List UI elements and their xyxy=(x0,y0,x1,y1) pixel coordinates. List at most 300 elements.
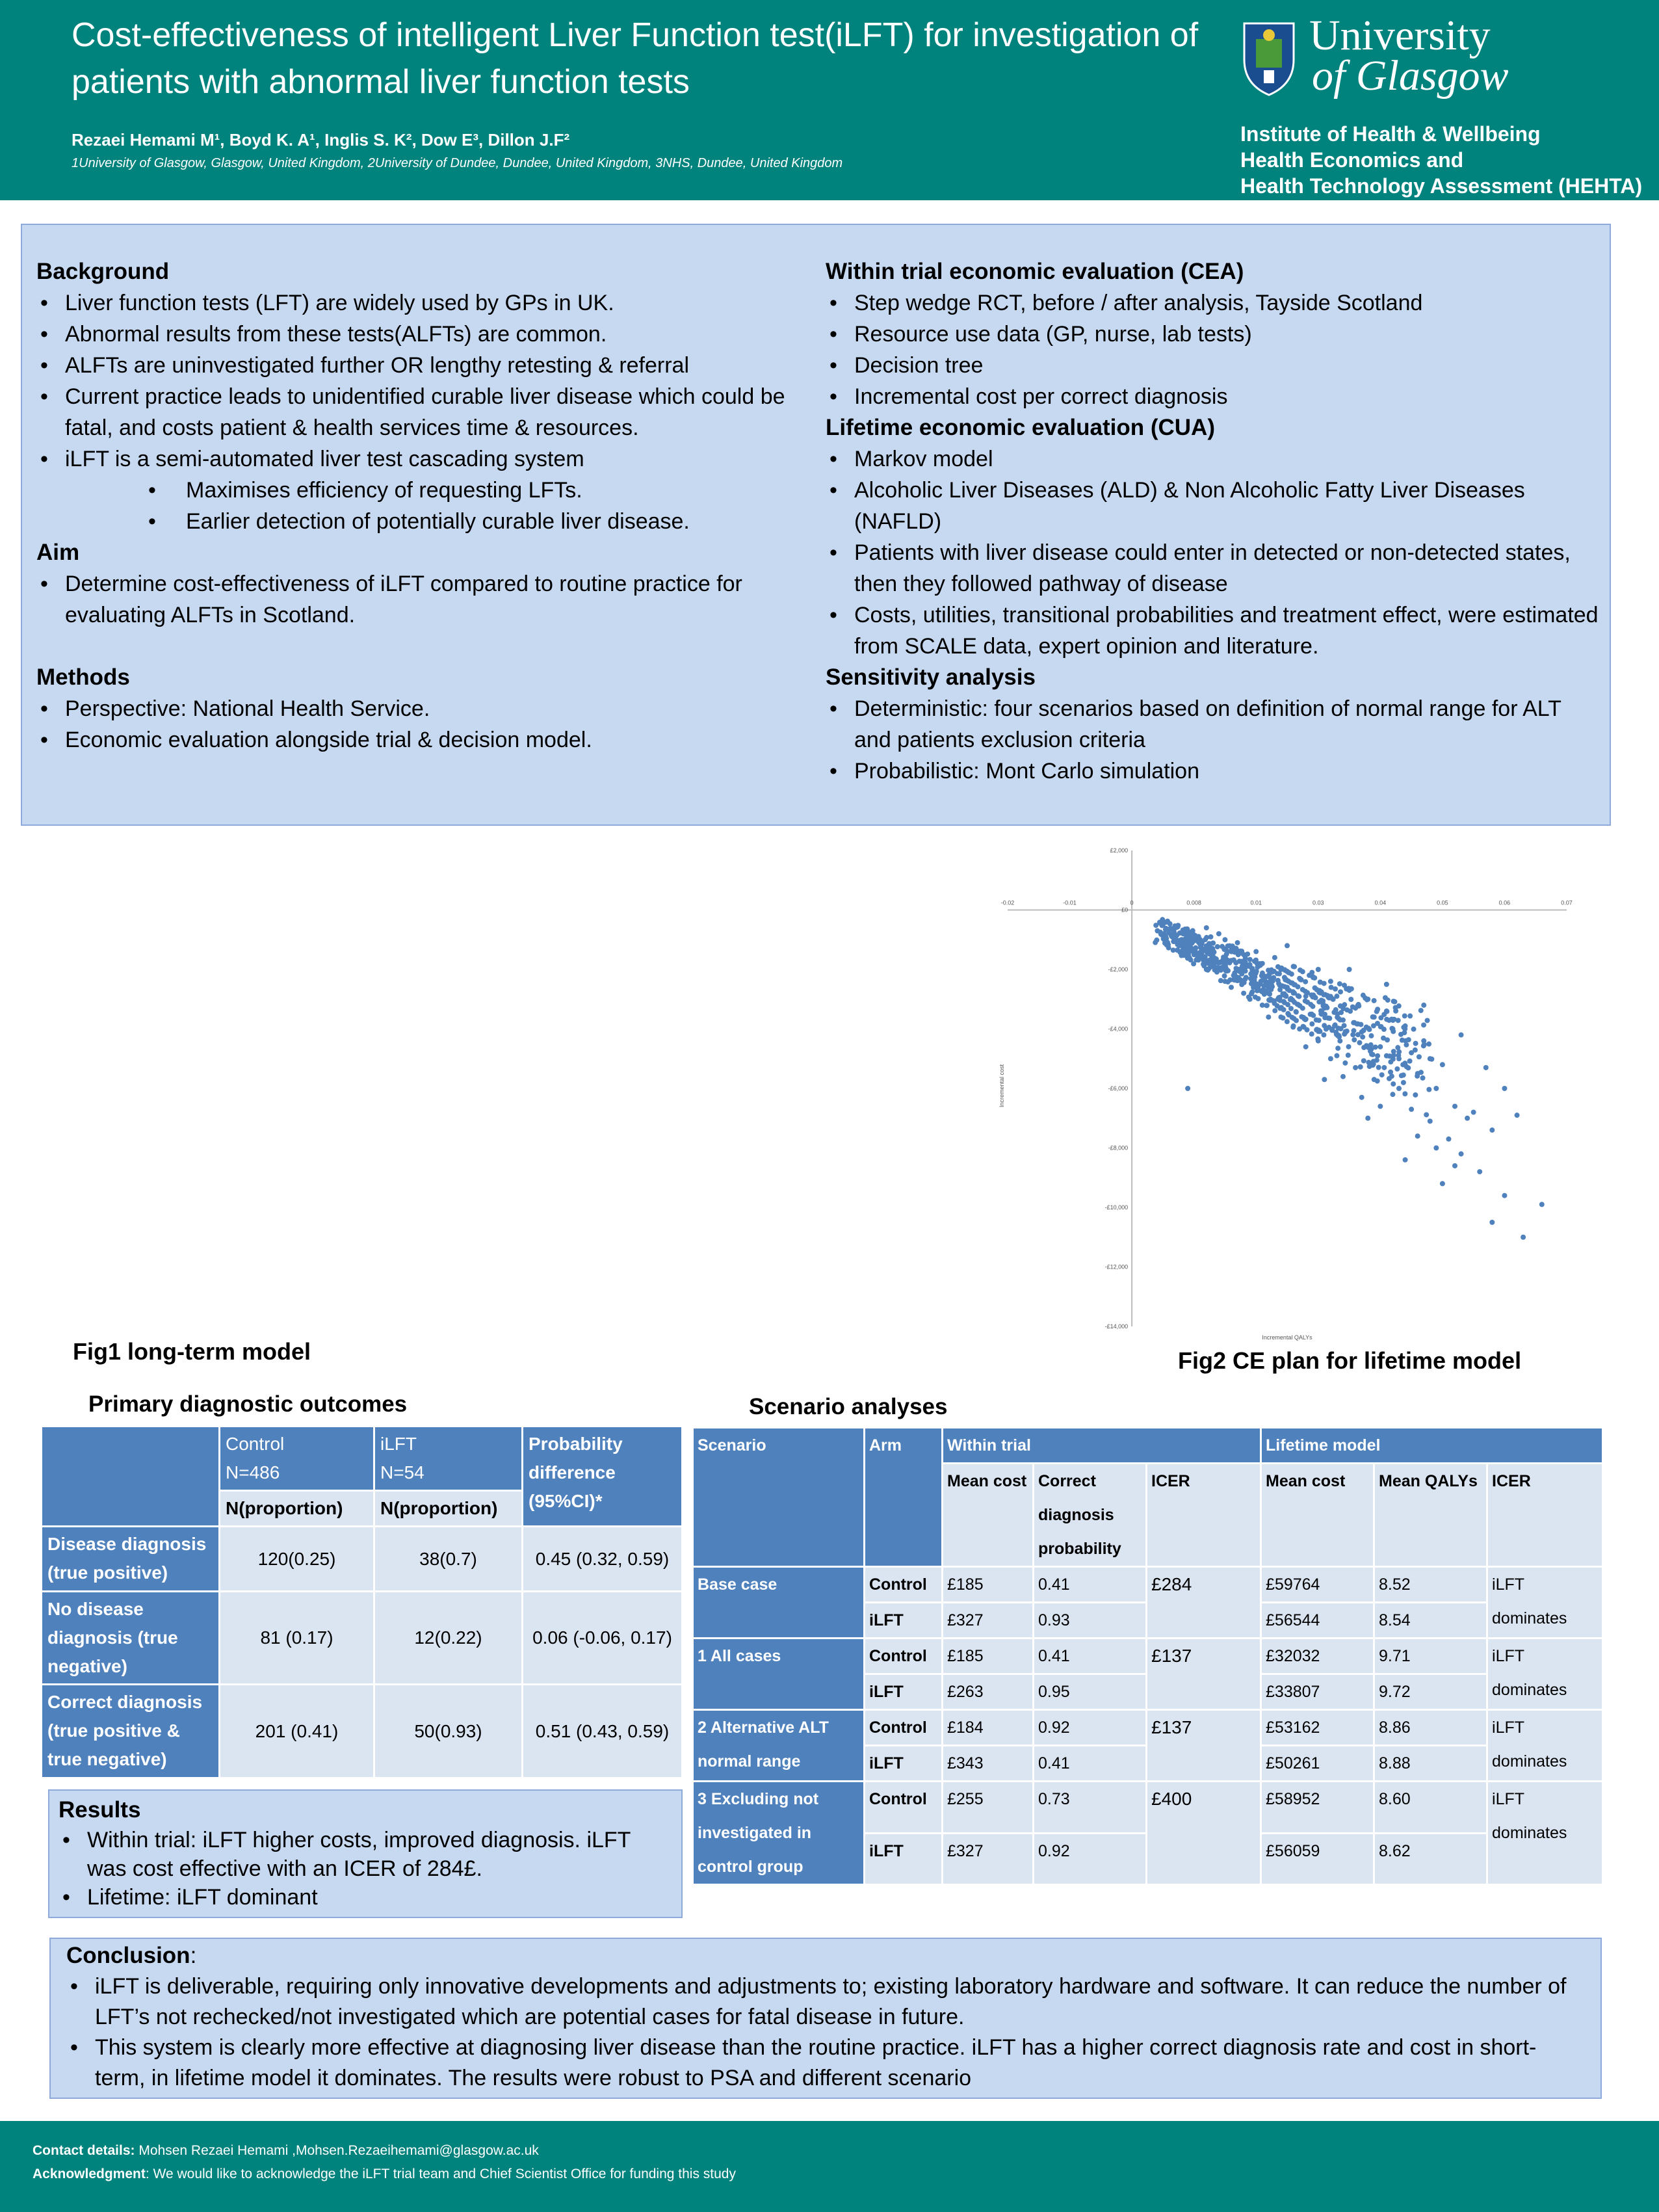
data-point xyxy=(1284,978,1289,983)
data-point xyxy=(1348,997,1353,1002)
intro-left-column xyxy=(36,256,830,756)
data-point xyxy=(1290,981,1295,986)
data-point xyxy=(1157,919,1162,925)
table-cell: 8.60 xyxy=(1374,1782,1487,1834)
list-item: • Decision tree xyxy=(826,350,1599,381)
data-point xyxy=(1295,1001,1300,1007)
data-point xyxy=(1335,1046,1340,1051)
data-point xyxy=(1417,1054,1422,1059)
cea-list xyxy=(826,287,1599,412)
data-point xyxy=(1221,957,1227,962)
y-tick-label: -£14,000 xyxy=(1104,1323,1129,1330)
data-point xyxy=(1196,954,1201,959)
data-point xyxy=(1206,961,1211,966)
data-point xyxy=(1329,995,1334,1001)
data-point xyxy=(1418,1070,1424,1075)
aim-list xyxy=(36,568,830,631)
data-point xyxy=(1215,959,1220,964)
data-point xyxy=(1409,1107,1414,1112)
data-point xyxy=(1489,1220,1495,1225)
data-point xyxy=(1366,1027,1372,1032)
table-cell: 50(0.93) xyxy=(374,1685,523,1778)
data-point xyxy=(1388,1059,1393,1064)
data-point xyxy=(1252,977,1257,982)
data-point xyxy=(1313,985,1318,990)
data-point xyxy=(1241,991,1246,996)
data-point xyxy=(1391,999,1396,1004)
data-point xyxy=(1248,962,1253,968)
data-point xyxy=(1163,934,1168,940)
data-point xyxy=(1342,982,1347,988)
icer-cell: iLFT dominates xyxy=(1487,1567,1603,1639)
data-point xyxy=(1376,1065,1381,1070)
data-point xyxy=(1406,1037,1411,1042)
table-header-icer: ICER xyxy=(1147,1464,1261,1567)
data-point xyxy=(1324,1004,1329,1009)
data-point xyxy=(1181,941,1186,946)
data-point xyxy=(1361,993,1366,998)
y-tick-label: -£10,000 xyxy=(1104,1204,1129,1211)
data-point xyxy=(1317,1029,1322,1034)
data-point xyxy=(1407,1059,1413,1064)
data-point xyxy=(1459,1152,1464,1157)
table-cell: 81 (0.17) xyxy=(220,1592,374,1685)
data-point xyxy=(1254,969,1259,974)
icer-cell: iLFT dominates xyxy=(1487,1710,1603,1782)
data-point xyxy=(1477,1169,1482,1174)
conclusion-list xyxy=(66,1971,1585,2094)
table-header-arm: Arm xyxy=(865,1428,943,1567)
table-cell: 0.41 xyxy=(1034,1639,1147,1674)
data-point xyxy=(1374,1009,1379,1014)
table-header-row xyxy=(42,1427,683,1491)
data-point xyxy=(1208,941,1213,947)
y-axis-label: Incremental cost xyxy=(999,1064,1005,1108)
table2-title: Scenario analyses xyxy=(749,1394,948,1419)
x-tick-label: 0.07 xyxy=(1561,899,1573,906)
data-point xyxy=(1337,981,1342,986)
conclusion-heading: Conclusion: xyxy=(66,1943,197,1968)
data-point xyxy=(1378,1015,1383,1020)
data-point xyxy=(1404,1042,1409,1047)
data-point xyxy=(1368,1033,1374,1038)
data-point xyxy=(1225,968,1231,973)
table-header-mean-cost: Mean cost xyxy=(943,1464,1034,1567)
data-point xyxy=(1383,995,1388,1000)
data-point xyxy=(1358,1064,1363,1070)
scenario-label: 1 All cases xyxy=(693,1639,865,1710)
fig1-caption: Fig1 long-term model xyxy=(73,1338,311,1365)
data-point xyxy=(1300,1006,1305,1011)
list-item: • Costs, utilities, transitional probabilities and treatment effect, were estimated from SCALE data, expert opinion and literature. xyxy=(826,599,1599,662)
diagnostic-outcomes-table xyxy=(40,1425,683,1779)
data-point xyxy=(1299,977,1304,982)
cua-heading: Lifetime economic evaluation (CUA) xyxy=(826,415,1215,440)
institute-block: Institute of Health & Wellbeing Health Economics and Health Technology Assessment (HEHTA) xyxy=(1240,122,1643,198)
data-point xyxy=(1402,1030,1407,1035)
list-item: • ALFTs are uninvestigated further OR lengthy retesting & referral xyxy=(36,350,830,381)
data-point xyxy=(1483,1065,1489,1070)
table-row xyxy=(693,1782,1603,1834)
data-point xyxy=(1390,1092,1395,1097)
data-point xyxy=(1287,970,1292,975)
table-cell: £58952 xyxy=(1261,1782,1374,1834)
y-tick-label: -£4,000 xyxy=(1108,1025,1129,1033)
data-point xyxy=(1192,935,1197,940)
table-cell: 8.62 xyxy=(1374,1833,1487,1885)
data-point xyxy=(1236,952,1241,957)
data-point xyxy=(1415,1073,1420,1079)
data-point xyxy=(1204,925,1209,930)
x-axis-label: Incremental QALYs xyxy=(1262,1334,1313,1341)
intro-right-column xyxy=(826,256,1599,787)
y-tick-label: £2,000 xyxy=(1110,847,1129,854)
x-tick-label: 0.03 xyxy=(1313,899,1324,906)
data-point xyxy=(1277,971,1282,977)
list-item: • iLFT is deliverable, requiring only innovative developments and adjustments to; existing laboratory hardware and software. It can reduce the number of LFT’s not rechecked/not investigated which are potential cases for fatal disease in future. xyxy=(66,1971,1585,2033)
data-point xyxy=(1365,997,1370,1003)
data-point xyxy=(1340,1006,1346,1011)
table-cell: £33807 xyxy=(1261,1674,1374,1710)
table-cell: N(proportion) xyxy=(374,1491,523,1527)
table-cell: £56059 xyxy=(1261,1833,1374,1885)
list-item: • Within trial: iLFT higher costs, improved diagnosis. iLFT was cost effective with an ICER of 284£. xyxy=(59,1826,672,1883)
table-header-correct-diagnosis: Correct diagnosis probability xyxy=(1034,1464,1147,1567)
list-item: • Deterministic: four scenarios based on definition of normal range for ALT and patients exclusion criteria xyxy=(826,693,1599,756)
table1-title: Primary diagnostic outcomes xyxy=(88,1391,408,1417)
arm-cell: Control xyxy=(865,1782,943,1834)
data-point xyxy=(1368,1047,1374,1052)
data-point xyxy=(1334,1053,1339,1059)
data-point xyxy=(1350,1032,1355,1037)
data-point xyxy=(1452,1163,1457,1168)
data-point xyxy=(1237,967,1242,972)
data-point xyxy=(1227,977,1233,982)
data-point xyxy=(1264,1003,1269,1008)
data-point xyxy=(1229,984,1234,990)
data-point xyxy=(1312,975,1317,981)
data-point xyxy=(1233,960,1238,966)
arm-cell: iLFT xyxy=(865,1746,943,1782)
data-point xyxy=(1173,936,1179,941)
background-heading: Background xyxy=(36,259,170,284)
table-cell: 0.06 (-0.06, 0.17) xyxy=(523,1592,683,1685)
sensitivity-list xyxy=(826,693,1599,787)
data-point xyxy=(1296,994,1301,999)
data-point xyxy=(1375,1079,1380,1084)
data-point xyxy=(1353,1065,1358,1070)
data-point xyxy=(1292,964,1297,969)
table-cell: 0.41 xyxy=(1034,1567,1147,1603)
data-point xyxy=(1154,938,1159,943)
data-point xyxy=(1215,944,1220,949)
data-point xyxy=(1333,986,1338,992)
data-point xyxy=(1321,992,1326,997)
scenario-label: Base case xyxy=(693,1567,865,1639)
data-point xyxy=(1411,1027,1417,1032)
table-row xyxy=(42,1527,683,1592)
data-point xyxy=(1248,957,1253,962)
data-point xyxy=(1280,992,1285,997)
data-point xyxy=(1295,984,1300,990)
list-item: • Lifetime: iLFT dominant xyxy=(59,1883,672,1912)
data-point xyxy=(1322,981,1327,986)
data-point xyxy=(1239,959,1244,964)
data-point xyxy=(1378,1044,1383,1049)
data-point xyxy=(1391,1018,1396,1023)
data-point xyxy=(1428,1118,1433,1124)
table-cell: 9.72 xyxy=(1374,1674,1487,1710)
data-point xyxy=(1287,1012,1292,1018)
data-point xyxy=(1402,1060,1407,1066)
background-list xyxy=(36,287,830,537)
data-point xyxy=(1471,1110,1476,1115)
data-point xyxy=(1262,992,1267,997)
data-point xyxy=(1338,1018,1343,1023)
table-cell: 12(0.22) xyxy=(374,1592,523,1685)
table-cell: £263 xyxy=(943,1674,1034,1710)
arm-cell: Control xyxy=(865,1639,943,1674)
y-tick-label: £0 xyxy=(1121,906,1129,914)
data-point xyxy=(1415,1133,1420,1139)
data-point xyxy=(1426,1042,1431,1047)
data-point xyxy=(1255,996,1261,1001)
table-cell: £185 xyxy=(943,1639,1034,1674)
data-point xyxy=(1394,1066,1400,1072)
list-item: • Step wedge RCT, before / after analysis, Tayside Scotland xyxy=(826,287,1599,319)
data-point xyxy=(1401,1080,1406,1085)
x-tick-label: 0.04 xyxy=(1374,899,1387,906)
data-point xyxy=(1175,947,1180,953)
table-cell: 201 (0.41) xyxy=(220,1685,374,1778)
arm-cell: iLFT xyxy=(865,1603,943,1639)
data-point xyxy=(1184,945,1189,951)
list-item: • Abnormal results from these tests(ALFTs) are common. xyxy=(36,319,830,350)
data-point xyxy=(1253,949,1259,955)
data-point xyxy=(1309,1021,1314,1027)
table-header-within-trial: Within trial xyxy=(943,1428,1261,1464)
results-panel xyxy=(48,1789,683,1918)
data-point xyxy=(1459,1033,1464,1038)
data-point xyxy=(1287,988,1292,993)
data-point xyxy=(1391,1081,1396,1086)
x-tick-label: 0 xyxy=(1130,899,1134,906)
data-point xyxy=(1421,1003,1426,1008)
table-cell: £53162 xyxy=(1261,1710,1374,1746)
data-point xyxy=(1384,1017,1389,1022)
data-point xyxy=(1198,940,1203,945)
data-point xyxy=(1422,1042,1427,1047)
data-point xyxy=(1328,979,1333,984)
table-cell: 0.73 xyxy=(1034,1782,1147,1834)
data-point xyxy=(1421,1022,1426,1027)
data-point xyxy=(1352,1020,1357,1025)
data-point xyxy=(1420,1075,1426,1081)
data-point xyxy=(1233,946,1238,951)
data-point xyxy=(1521,1235,1526,1240)
data-point xyxy=(1342,1030,1348,1035)
table-cell: N(proportion) xyxy=(220,1491,374,1527)
data-point xyxy=(1400,1038,1405,1043)
data-point xyxy=(1429,1057,1434,1062)
table-cell: 8.88 xyxy=(1374,1746,1487,1782)
data-point xyxy=(1158,930,1163,935)
data-point xyxy=(1315,1036,1320,1042)
data-point xyxy=(1235,940,1240,945)
data-point xyxy=(1413,1041,1418,1046)
data-point xyxy=(1502,1086,1507,1091)
data-point xyxy=(1424,1112,1429,1117)
university-logo-text: University of Glasgow xyxy=(1309,12,1509,99)
data-point xyxy=(1316,967,1321,972)
data-point xyxy=(1185,1086,1190,1091)
data-point xyxy=(1288,997,1293,1002)
table-cell: 8.86 xyxy=(1374,1710,1487,1746)
data-point xyxy=(1361,1028,1366,1033)
row-label: Disease diagnosis (true positive) xyxy=(42,1527,220,1592)
data-point xyxy=(1192,947,1197,953)
data-point xyxy=(1222,973,1227,979)
list-item: • Patients with liver disease could enter in detected or non-detected states, then they followed pathway of disease xyxy=(826,537,1599,599)
table-cell: 0.95 xyxy=(1034,1674,1147,1710)
y-tick-label: -£12,000 xyxy=(1104,1263,1129,1271)
data-point xyxy=(1214,969,1220,975)
data-point xyxy=(1402,1013,1407,1018)
contact-details: Contact details: Mohsen Rezaei Hemami ,Mohsen.Rezaeihemami@glasgow.ac.uk xyxy=(33,2143,539,2158)
data-point xyxy=(1282,984,1287,989)
list-item: • Current practice leads to unidentified curable liver disease which could be fatal, and costs patient & health services time & resources. xyxy=(36,381,830,443)
data-point xyxy=(1433,1146,1439,1151)
data-point xyxy=(1231,973,1236,978)
data-point xyxy=(1440,1062,1445,1067)
data-point xyxy=(1452,1103,1457,1109)
data-point xyxy=(1446,1137,1451,1142)
sensitivity-heading: Sensitivity analysis xyxy=(826,665,1036,690)
data-point xyxy=(1311,1013,1316,1018)
data-point xyxy=(1249,990,1255,995)
scenario-label: 2 Alternative ALT normal range xyxy=(693,1710,865,1782)
data-point xyxy=(1403,1157,1408,1163)
table-cell: 0.92 xyxy=(1034,1710,1147,1746)
data-point xyxy=(1300,969,1305,974)
table-cell: £185 xyxy=(943,1567,1034,1603)
icer-cell: £284 xyxy=(1147,1567,1261,1639)
data-point xyxy=(1205,949,1210,955)
intro-panel xyxy=(21,224,1611,826)
data-point xyxy=(1173,925,1179,930)
data-point xyxy=(1301,1024,1306,1029)
icer-cell: £137 xyxy=(1147,1710,1261,1782)
data-point xyxy=(1208,934,1213,940)
data-point xyxy=(1346,1044,1352,1049)
data-point xyxy=(1303,998,1308,1003)
data-point xyxy=(1269,983,1274,988)
data-point xyxy=(1310,994,1315,999)
table-cell: 0.51 (0.43, 0.59) xyxy=(523,1685,683,1778)
data-point xyxy=(1396,1018,1401,1023)
acknowledgment: Acknowledgment: We would like to acknowledge the iLFT trial team and Chief Scientist Office for funding this study xyxy=(33,2166,736,2181)
table-row xyxy=(42,1592,683,1685)
table-cell: £50261 xyxy=(1261,1746,1374,1782)
scenario-analyses-table xyxy=(692,1427,1604,1886)
data-point xyxy=(1252,958,1257,964)
table-cell: £59764 xyxy=(1261,1567,1374,1603)
methods-heading: Methods xyxy=(36,665,130,690)
data-point xyxy=(1294,1010,1299,1015)
methods-list xyxy=(36,693,830,756)
data-point xyxy=(1266,968,1271,973)
arm-cell: Control xyxy=(865,1710,943,1746)
data-point xyxy=(1266,973,1272,978)
table-header-row xyxy=(693,1428,1603,1464)
arm-cell: Control xyxy=(865,1567,943,1603)
results-heading: Results xyxy=(59,1797,141,1823)
data-point xyxy=(1365,1116,1370,1121)
data-point xyxy=(1303,1044,1309,1049)
list-item: • Alcoholic Liver Diseases (ALD) & Non Alcoholic Fatty Liver Diseases (NAFLD) xyxy=(826,475,1599,537)
data-point xyxy=(1396,1086,1402,1091)
table-header-scenario: Scenario xyxy=(693,1428,865,1567)
data-point xyxy=(1338,989,1343,994)
data-point xyxy=(1276,995,1281,1000)
data-point xyxy=(1285,943,1290,948)
header-bar xyxy=(0,0,1659,200)
list-item: • Probabilistic: Mont Carlo simulation xyxy=(826,756,1599,787)
data-point xyxy=(1384,1009,1389,1014)
table-cell: £255 xyxy=(943,1782,1034,1834)
data-point xyxy=(1290,1025,1296,1030)
table-cell: 9.71 xyxy=(1374,1639,1487,1674)
icer-cell: iLFT dominates xyxy=(1487,1639,1603,1710)
data-point xyxy=(1395,1045,1400,1050)
data-point xyxy=(1281,1016,1286,1021)
data-point xyxy=(1272,955,1277,960)
data-point xyxy=(1288,1006,1294,1011)
table-cell: 120(0.25) xyxy=(220,1527,374,1592)
scenario-label: 3 Excluding not investigated in control group xyxy=(693,1782,865,1885)
table-cell: 8.52 xyxy=(1374,1567,1487,1603)
data-point xyxy=(1401,1025,1406,1030)
data-point xyxy=(1307,973,1312,978)
icer-cell: £400 xyxy=(1147,1782,1261,1885)
data-point xyxy=(1270,977,1275,982)
table-row xyxy=(693,1710,1603,1746)
list-item: • This system is clearly more effective at diagnosing liver disease than the routine practice. iLFT has a higher correct diagnosis rate and cost in short-term, in lifetime model it dominates. The results were robust to PSA and different scenario xyxy=(66,2033,1585,2094)
icer-cell: iLFT dominates xyxy=(1487,1782,1603,1885)
data-point xyxy=(1227,943,1232,949)
data-point xyxy=(1384,982,1389,987)
table-header-ilft: iLFT N=54 xyxy=(374,1427,523,1491)
data-point xyxy=(1370,1014,1376,1020)
data-point xyxy=(1186,931,1191,936)
data-point xyxy=(1294,1018,1299,1023)
data-point xyxy=(1308,1002,1313,1007)
data-point xyxy=(1391,1053,1396,1058)
data-point xyxy=(1375,1053,1380,1059)
data-point xyxy=(1381,1027,1387,1032)
table-cell: £343 xyxy=(943,1746,1034,1782)
data-point xyxy=(1285,1019,1290,1024)
data-point xyxy=(1342,1060,1348,1066)
list-item: • Determine cost-effectiveness of iLFT compared to routine practice for evaluating ALFTs in Scotland. xyxy=(36,568,830,631)
cua-list xyxy=(826,443,1599,662)
table-header-icer: ICER xyxy=(1487,1464,1603,1567)
table-cell: 0.41 xyxy=(1034,1746,1147,1782)
table-cell: 0.45 (0.32, 0.59) xyxy=(523,1527,683,1592)
y-tick-label: -£6,000 xyxy=(1108,1085,1129,1092)
table-cell: 8.54 xyxy=(1374,1603,1487,1639)
data-point xyxy=(1324,1027,1329,1032)
